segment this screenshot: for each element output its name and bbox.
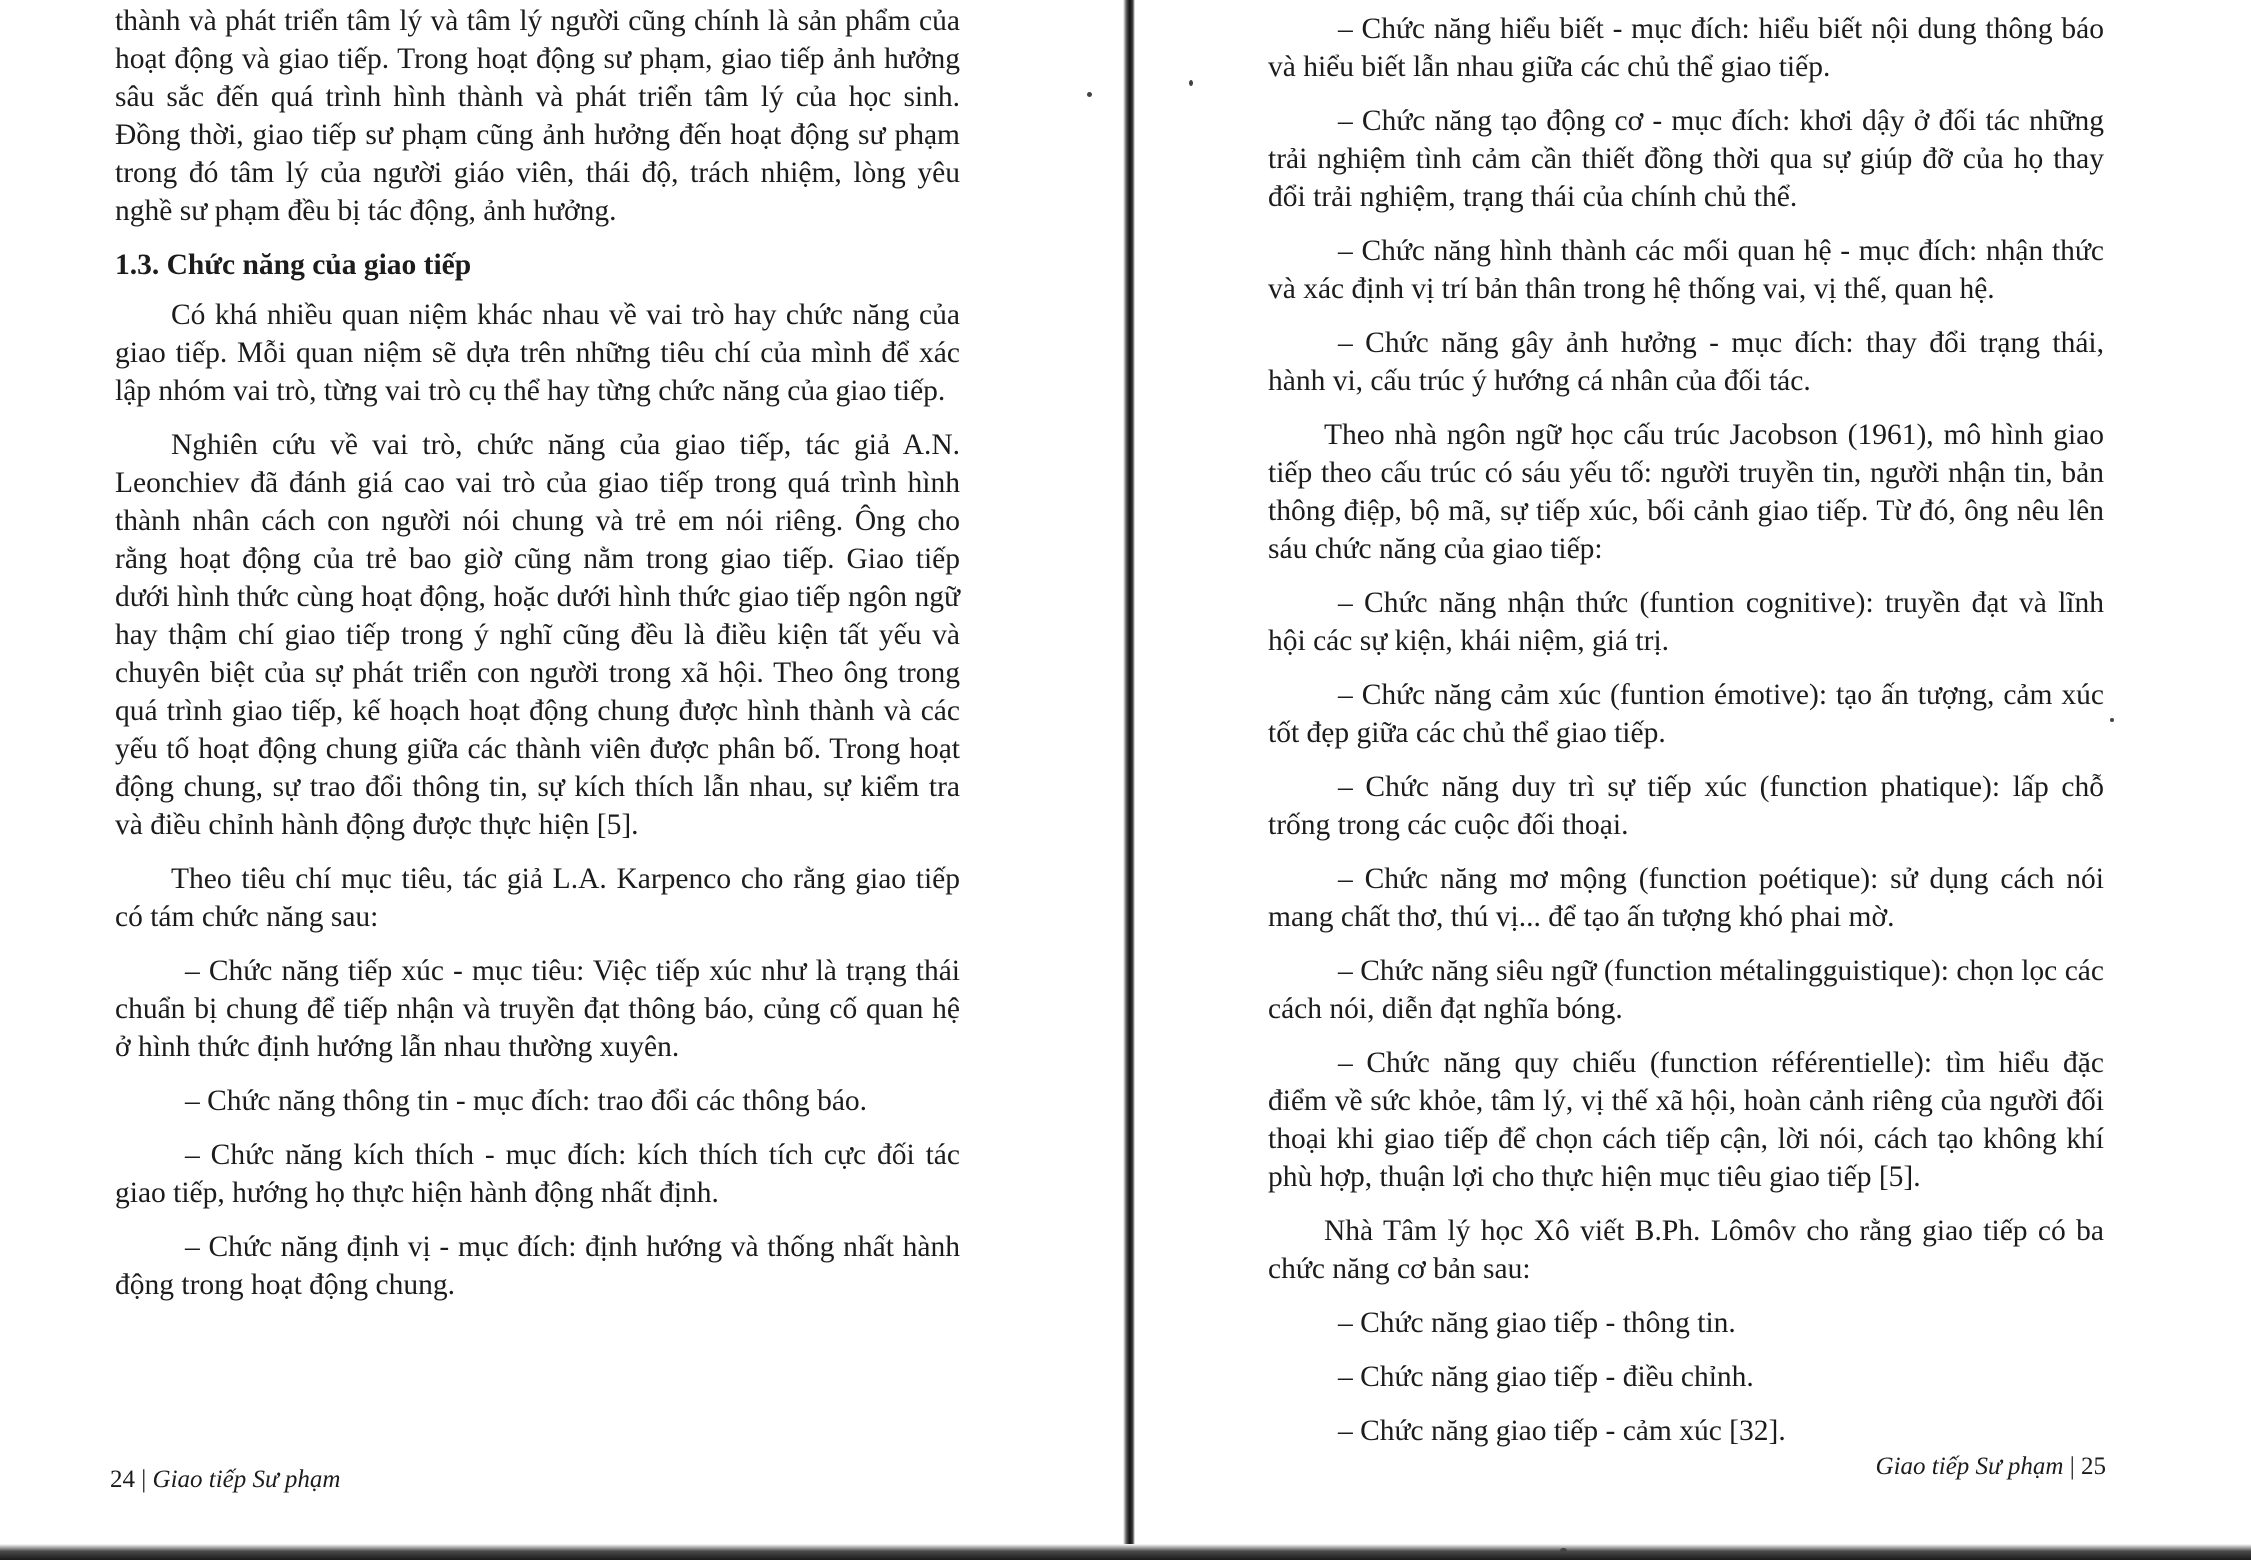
paragraph: Theo nhà ngôn ngữ học cấu trúc Jacobson (1961), mô hình giao tiếp theo cấu trúc có sáu yếu tố: người truyền tin, người nhận tin, bản thông điệp, bộ mã, sự tiếp xúc, bối cảnh giao tiếp. Từ đó, ông nêu lên sáu chức năng của giao tiếp:	[1268, 419, 2104, 565]
right-page	[1133, 0, 2251, 1560]
book-title: Giao tiếp Sư phạm	[152, 1466, 341, 1493]
list-item: – Chức năng duy trì sự tiếp xúc (function phatique): lấp chỗ trống trong các cuộc đối thoại.	[1268, 771, 2104, 841]
list-item: – Chức năng siêu ngữ (function métalingguistique): chọn lọc các cách nói, diễn đạt nghĩa bóng.	[1268, 955, 2104, 1025]
right-page-body	[1268, 10, 2104, 1466]
list-item: – Chức năng kích thích - mục đích: kích thích tích cực đối tác giao tiếp, hướng họ thực hiện hành động nhất định.	[115, 1139, 960, 1209]
scan-speck	[2110, 718, 2114, 722]
scan-speck	[1087, 92, 1092, 97]
scan-speck	[1189, 80, 1193, 86]
list-item: – Chức năng giao tiếp - thông tin.	[1338, 1307, 1736, 1339]
scan-speck	[1560, 1548, 1567, 1553]
book-title: Giao tiếp Sư phạm	[1875, 1453, 2064, 1480]
list-item: – Chức năng mơ mộng (function poétique): sử dụng cách nói mang chất thơ, thú vị... để tạo ấn tượng khó phai mờ.	[1268, 863, 2104, 933]
list-item: – Chức năng hình thành các mối quan hệ - mục đích: nhận thức và xác định vị trí bản thân trong hệ thống vai, vị thế, quan hệ.	[1268, 235, 2104, 305]
paragraph: Theo tiêu chí mục tiêu, tác giả L.A. Karpenco cho rằng giao tiếp có tám chức năng sau:	[115, 863, 960, 933]
page-number: | 25	[2069, 1453, 2106, 1480]
list-item: – Chức năng tạo động cơ - mục đích: khơi dậy ở đối tác những trải nghiệm tình cảm cần thiết đồng thời qua sự giúp đỡ của họ thay đổi trải nghiệm, trạng thái của chính chủ thể.	[1268, 105, 2104, 213]
list-item: – Chức năng quy chiếu (function référentielle): tìm hiểu đặc điểm về sức khỏe, tâm lý, vị thế xã hội, hoàn cảnh riêng của người đối thoại khi giao tiếp để chọn cách tiếp cận, lời nói, cách tạo không khí phù hợp, thuận lợi cho thực hiện mục tiêu giao tiếp [5].	[1268, 1047, 2104, 1193]
list-item: – Chức năng tiếp xúc - mục tiêu: Việc tiếp xúc như là trạng thái chuẩn bị chung để tiếp nhận và truyền đạt thông báo, củng cố quan hệ ở hình thức định hướng lẫn nhau thường xuyên.	[115, 955, 960, 1063]
list-item: – Chức năng nhận thức (funtion cognitive): truyền đạt và lĩnh hội các sự kiện, khái niệm, giá trị.	[1268, 587, 2104, 657]
page-number: 24 |	[110, 1466, 147, 1493]
right-page-footer	[1876, 1453, 2106, 1481]
paragraph: Nhà Tâm lý học Xô viết B.Ph. Lômôv cho rằng giao tiếp có ba chức năng cơ bản sau:	[1268, 1215, 2104, 1285]
list-item: – Chức năng định vị - mục đích: định hướng và thống nhất hành động trong hoạt động chung.	[115, 1231, 960, 1301]
list-item: – Chức năng hiểu biết - mục đích: hiểu biết nội dung thông báo và hiểu biết lẫn nhau giữa các chủ thể giao tiếp.	[1268, 13, 2104, 83]
paragraph: Có khá nhiều quan niệm khác nhau về vai trò hay chức năng của giao tiếp. Mỗi quan niệm sẽ dựa trên những tiêu chí của mình để xác lập nhóm vai trò, từng vai trò cụ thể hay từng chức năng của giao tiếp.	[115, 299, 960, 407]
section-heading: 1.3. Chức năng của giao tiếp	[115, 249, 472, 281]
list-item: – Chức năng giao tiếp - điều chỉnh.	[1338, 1361, 1754, 1393]
paragraph: thành và phát triển tâm lý và tâm lý người cũng chính là sản phẩm của hoạt động và giao tiếp. Trong hoạt động sư phạm, giao tiếp ảnh hưởng sâu sắc đến quá trình hình thành và phát triển tâm lý của học sinh. Đồng thời, giao tiếp sư phạm cũng ảnh hưởng đến hoạt động sư phạm trong đó tâm lý của người giáo viên, thái độ, trách nhiệm, lòng yêu nghề sư phạm đều bị tác động, ảnh hưởng.	[115, 5, 960, 227]
list-item: – Chức năng giao tiếp - cảm xúc [32].	[1338, 1415, 1786, 1447]
scan-bottom-edge	[0, 1544, 2251, 1560]
list-item: – Chức năng gây ảnh hưởng - mục đích: thay đổi trạng thái, hành vi, cấu trúc ý hướng cá nhân của đối tác.	[1268, 327, 2104, 397]
list-item: – Chức năng thông tin - mục đích: trao đổi các thông báo.	[185, 1085, 868, 1117]
left-page-footer	[110, 1466, 340, 1494]
list-item: – Chức năng cảm xúc (funtion émotive): tạo ấn tượng, cảm xúc tốt đẹp giữa các chủ thể giao tiếp.	[1268, 679, 2104, 749]
paragraph: Nghiên cứu về vai trò, chức năng của giao tiếp, tác giả A.N. Leonchiev đã đánh giá cao vai trò của giao tiếp trong quá trình hình thành nhân cách con người nói chung và trẻ em nói riêng. Ông cho rằng hoạt động của trẻ bao giờ cũng nằm trong giao tiếp. Giao tiếp dưới hình thức cùng hoạt động, hoặc dưới hình thức giao tiếp ngôn ngữ hay thậm chí giao tiếp trong ý nghĩ cũng đều là điều kiện tất yếu và chuyên biệt của sự phát triển con người trong xã hội. Theo ông trong quá trình giao tiếp, kế hoạch hoạt động chung được hình thành và các yếu tố hoạt động chung giữa các thành viên được phân bố. Trong hoạt động chung, sự trao đổi thông tin, sự kích thích lẫn nhau, sự kiểm tra và điều chỉnh hành động được thực hiện [5].	[115, 429, 960, 841]
left-page-body	[115, 2, 960, 1320]
